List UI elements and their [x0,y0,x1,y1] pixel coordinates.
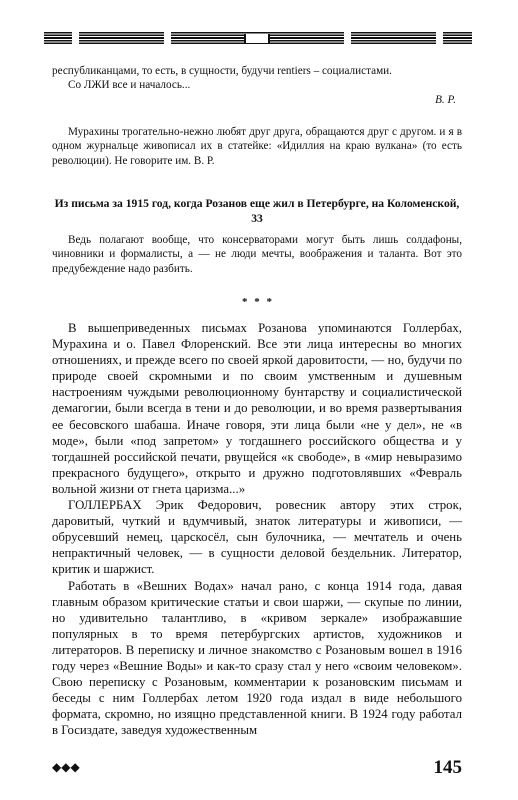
letter-1915-text: Ведь полагают вообще, что консерваторами могут быть лишь солдафоны, чиновники и формалисты, а — не люди мечты, воображения и таланта. Вот это предубеждение надо разбить. [52,234,462,275]
page-footer [52,759,462,781]
note-text: Мурахины трогательно-нежно любят друг друга, обращаются друг с другом. и я в одном журнальце живописал их в статейке: «Идиллия на краю вулкана» (то есть революции). Не говорите им. В. Р. [52,126,462,167]
letter-continuation: республиканцами, то есть, в сущности, будучи rentiers – социалистами. [52,65,392,77]
page-number: 145 [433,757,462,778]
header-ornament-band [44,32,472,45]
header-band-gap [436,32,443,45]
header-band-gap [344,32,351,45]
letter-excerpt [52,64,462,107]
letter-1915 [52,233,462,276]
body-paragraph: В вышеприведенных письмах Розанова упоминаются Голлербах, Мурахина и о. Павел Флоренский. Все эти лица интересны во многих отношениях, и прежде всего по своей яркой даровитости, — но, будучи по природе своей скромными и по своим умственным и душевным настроениям чуждыми революционному бунтарству и социалистической демагогии, были всегда в тени и до революции, и во время развертывания ее бесовского шабаша. Иначе говоря, эти лица были «не у дел», не «в моде», были «под запретом» у тогдашнего российского общества и у тогдашней российской печати, рвущейся «к свободе», в «мир невыразимо прекрасного будущего», открыто и дружно подготовлявших «Февраль вольной жизни от гнета царизма...» [52,321,462,496]
letter-closing: Со ЛЖИ все и началось... [68,79,191,92]
body-paragraph: Работать в «Вешних Водах» начал рано, с конца 1914 года, давая главным образом критические статьи и свои шаржи, — скупые по линии, но удивительно талантливо, в «кривом зеркале» изображавшие популярных в то время петербургских артистов, художников и литераторов. В переписку и личное знакомство с Розановым вошел в 1916 году через «Вешние Воды» и как-то сразу стал у него «своим человеком». Свою переписку с Розановым, комментарии к розановским письмам и беседы с ним Голлербах летом 1920 года издал в виде небольшого формата, скромно, но изящно представленной книги. В 1924 году работал в Госиздате, заведуя художественным [52,578,462,738]
section-subheading: Из письма за 1915 год, когда Розанов еще жил в Петербурге, на Коломенской, 33 [54,197,460,225]
section-separator: * * * [242,296,274,308]
header-band-mark [244,34,270,43]
note-paragraph [52,125,462,168]
book-page [44,0,472,800]
letter-signature: В. Р. [435,93,456,106]
footer-diamond-ornament: ◆◆◆ [52,760,80,774]
main-body [52,320,462,738]
header-band-gap [72,32,79,45]
body-paragraph: ГОЛЛЕРБАХ Эрик Федорович, ровесник автору этих строк, даровитый, чуткий и вдумчивый, знаток литературы и живописи, — обрусевший немец, царскосёл, сын булочника, — мечтатель и очень непрактичный человек, — в сущности деловой бездельник. Литератор, критик и шаржист. [52,498,462,577]
header-band-gap [164,32,171,45]
